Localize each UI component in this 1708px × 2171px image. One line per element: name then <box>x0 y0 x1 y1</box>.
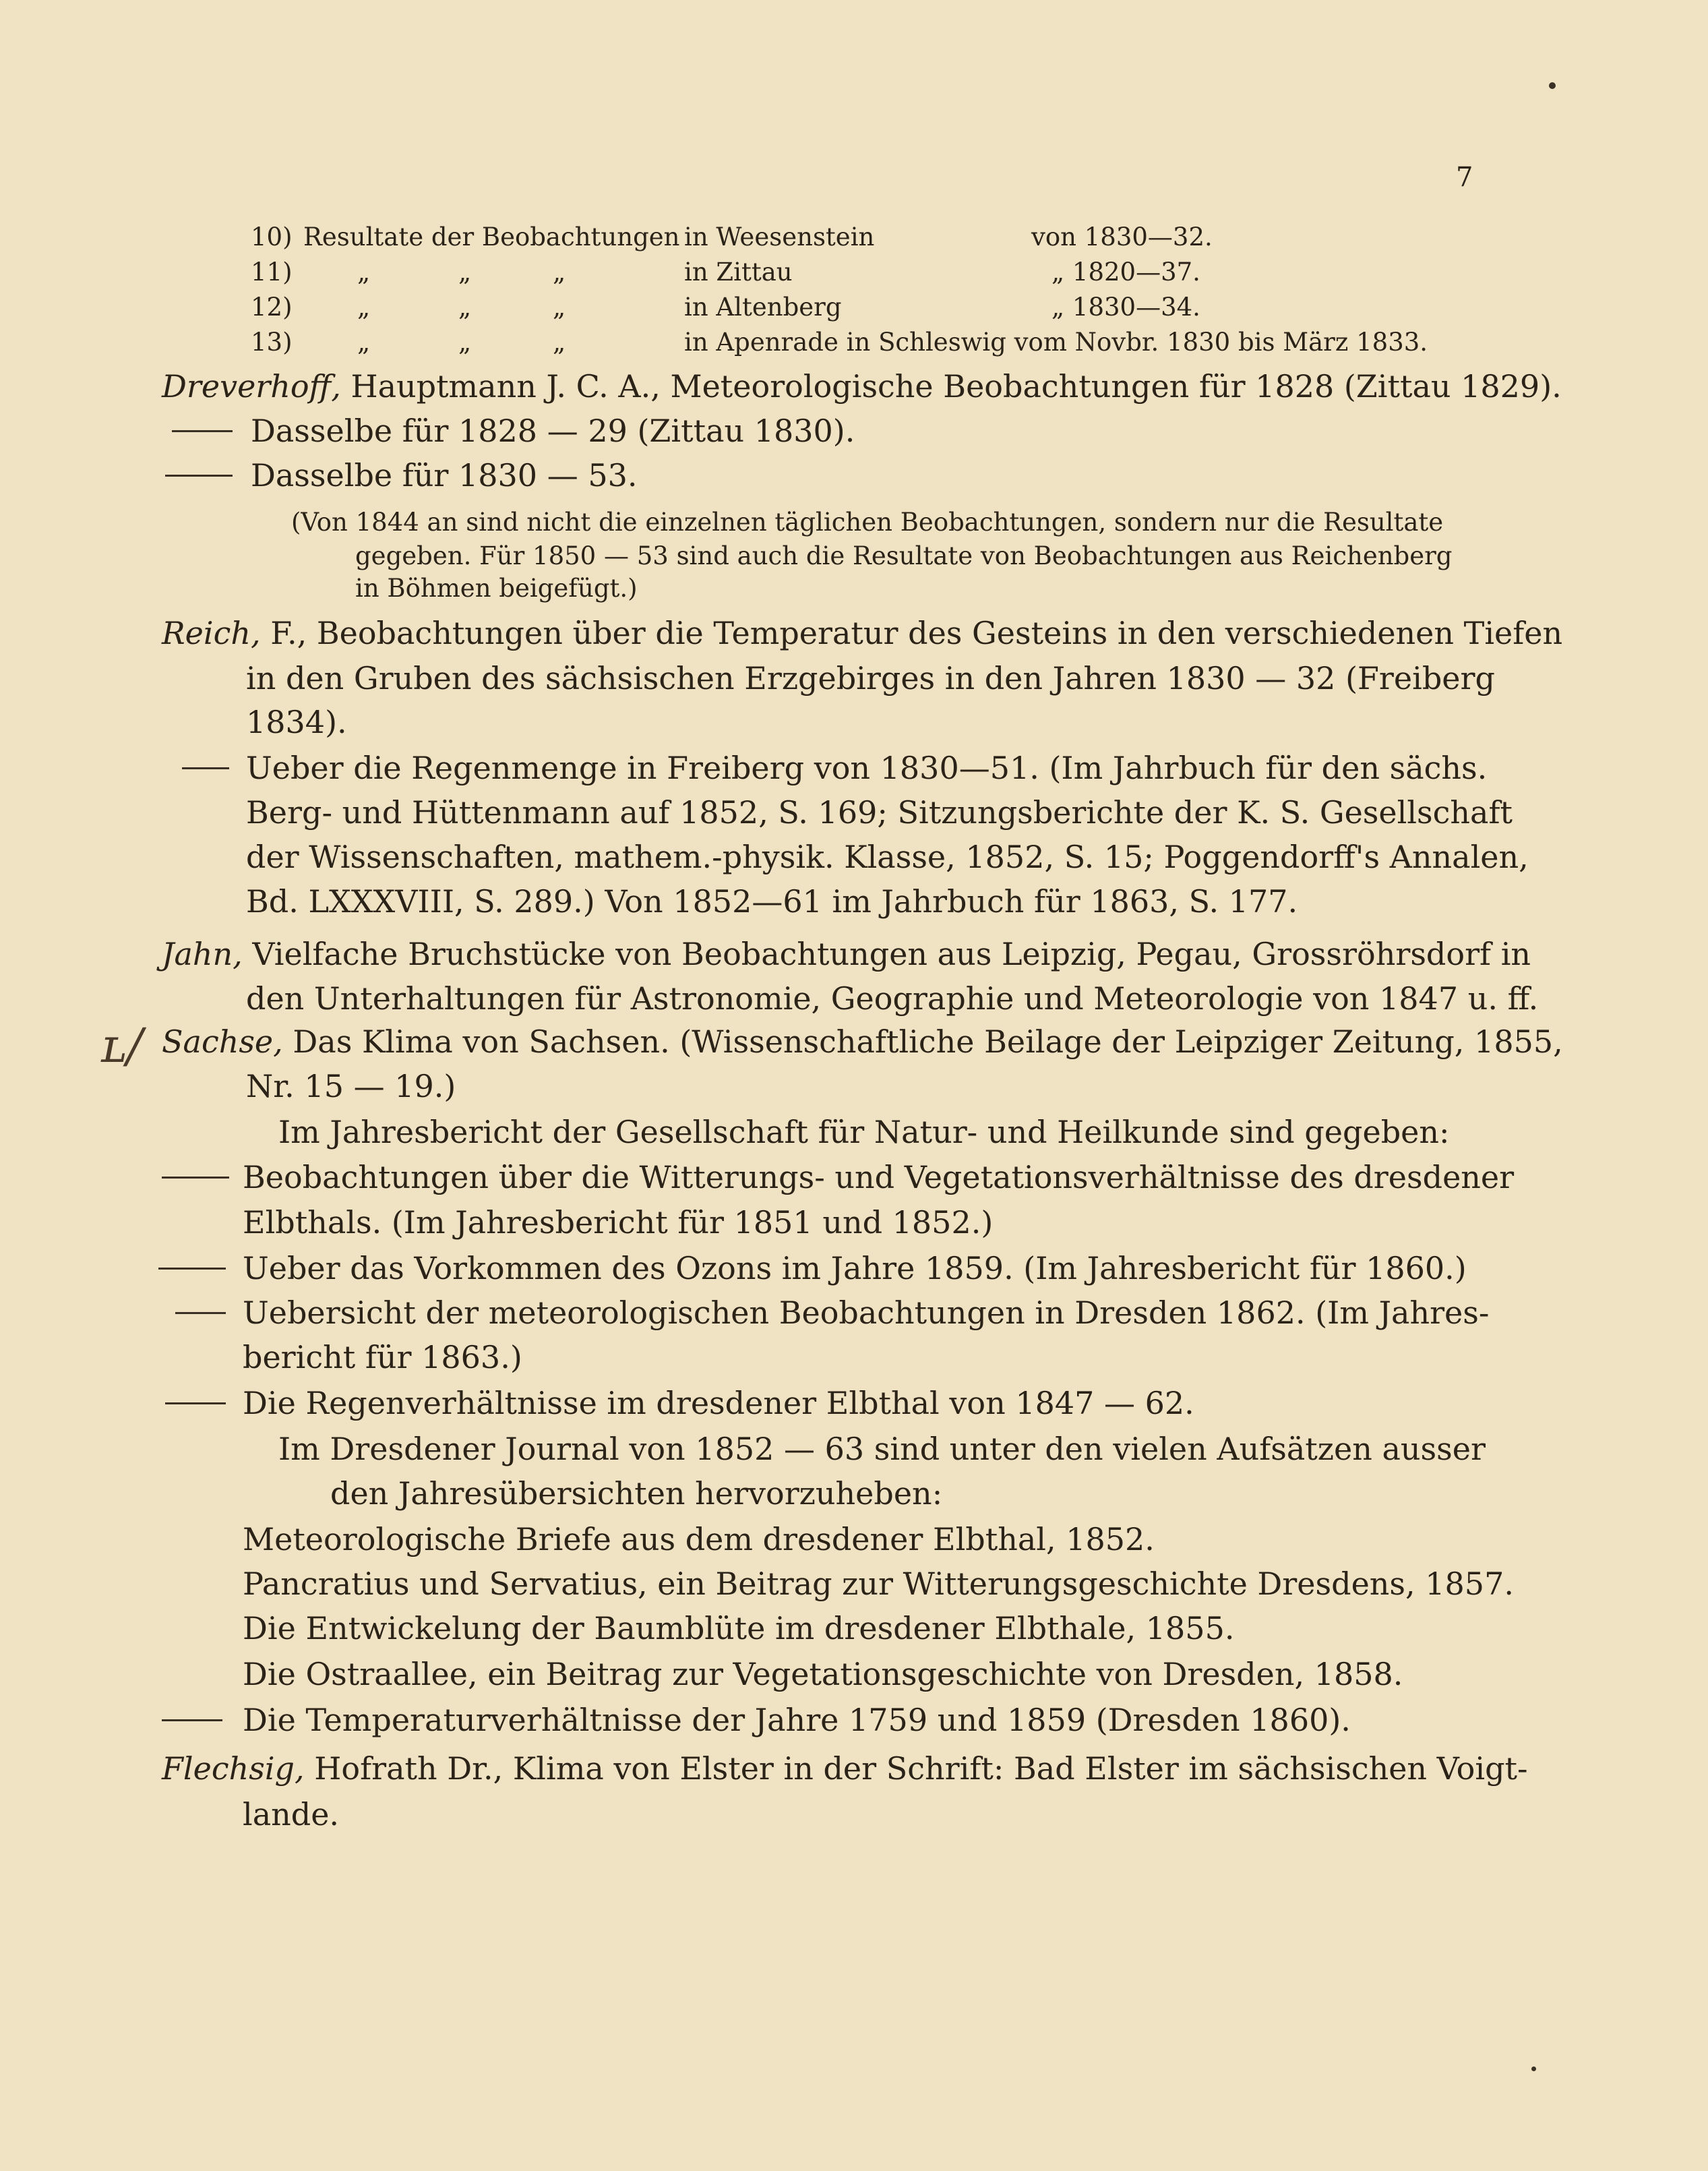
ditto-mark: „ <box>458 258 472 287</box>
entry-sachse-line: Die Entwickelung der Baumblüte im dresdener Elbthale, 1855. <box>243 1610 1235 1646</box>
entry-sachse-line: Die Ostraallee, ein Beitrag zur Vegetationsgeschichte von Dresden, 1858. <box>243 1656 1403 1692</box>
author-name: Sachse, <box>162 1023 283 1060</box>
ditto-dash <box>182 767 229 769</box>
paper-speck <box>1549 82 1556 89</box>
entry-flechsig-line: Flechsig, Hofrath Dr., Klima von Elster in der Schrift: Bad Elster im sächsischen Voigt- <box>162 1750 1528 1787</box>
entry-sachse-line: Nr. 15 — 19.) <box>246 1068 456 1104</box>
entry-jahn-line: Jahn, Vielfache Bruchstücke von Beobachtungen aus Leipzig, Pegau, Grossröhrsdorf in <box>162 936 1531 972</box>
ditto-dash <box>162 1719 222 1721</box>
series-place: in Altenberg <box>684 293 842 322</box>
entry-sachse-line: Uebersicht der meteorologischen Beobachtungen in Dresden 1862. (Im Jahres- <box>243 1295 1490 1331</box>
ditto-mark: „ <box>357 258 371 287</box>
series-number: 13) <box>251 328 293 357</box>
entry-sachse-line: bericht für 1863.) <box>243 1339 522 1375</box>
note-line: gegeben. Für 1850 — 53 sind auch die Resultate von Beobachtungen aus Reichenberg <box>355 541 1453 570</box>
note-line: in Böhmen beigefügt.) <box>355 574 638 603</box>
entry-flechsig-line: lande. <box>243 1796 340 1833</box>
entry-sachse-line: Die Temperaturverhältnisse der Jahre 1759 und 1859 (Dresden 1860). <box>243 1702 1351 1738</box>
series-place: in Zittau <box>684 258 793 287</box>
series-place: in Weesenstein <box>684 222 875 251</box>
author-name: Dreverhoff, <box>162 368 341 405</box>
author-name: Reich, <box>162 615 261 651</box>
entry-reich-line: 1834). <box>246 704 347 740</box>
entry-dreverhoff-line: Dasselbe für 1830 — 53. <box>251 457 638 494</box>
entry-reich-line: Reich, F., Beobachtungen über die Temperatur des Gesteins in den verschiedenen Tiefen <box>162 615 1563 651</box>
ditto-mark: „ <box>553 258 566 287</box>
ditto-dash <box>165 1402 226 1404</box>
ditto-mark: „ <box>458 328 472 357</box>
entry-dreverhoff-line: Dasselbe für 1828 — 29 (Zittau 1830). <box>251 413 855 449</box>
ditto-mark: „ <box>553 293 566 322</box>
series-number: 12) <box>251 293 293 322</box>
entry-sachse-line: Pancratius und Servatius, ein Beitrag zur Witterungsgeschichte Dresdens, 1857. <box>243 1566 1514 1602</box>
ditto-dash <box>175 1312 226 1314</box>
entry-jahn-line: den Unterhaltungen für Astronomie, Geographie und Meteorologie von 1847 u. ff. <box>246 980 1539 1017</box>
ditto-dash <box>158 1268 226 1270</box>
author-name: Flechsig, <box>162 1750 305 1787</box>
entry-reich-line: der Wissenschaften, mathem.-physik. Klasse, 1852, S. 15; Poggendorff's Annalen, <box>246 839 1529 875</box>
entry-sachse-line: Ueber das Vorkommen des Ozons im Jahre 1859. (Im Jahresbericht für 1860.) <box>243 1250 1467 1286</box>
note-line: (Von 1844 an sind nicht die einzelnen täglichen Beobachtungen, sondern nur die Resultate <box>291 508 1444 537</box>
page-number: 7 <box>1456 162 1473 193</box>
handwritten-margin-mark: ʟ/ <box>101 1018 143 1073</box>
entry-sachse-line: Im Dresdener Journal von 1852 — 63 sind unter den vielen Aufsätzen ausser <box>278 1431 1486 1467</box>
entry-reich-line: Ueber die Regenmenge in Freiberg von 1830—51. (Im Jahrbuch für den sächs. <box>246 750 1488 786</box>
ditto-dash <box>165 475 233 477</box>
series-period: „ 1820—37. <box>1051 258 1200 287</box>
paper-speck <box>1531 2066 1536 2071</box>
ditto-dash <box>162 1177 229 1179</box>
author-name: Jahn, <box>162 936 243 972</box>
entry-sachse-line: Beobachtungen über die Witterungs- und Vegetationsverhältnisse des dresdener <box>243 1159 1515 1195</box>
entry-sachse-line: Meteorologische Briefe aus dem dresdener Elbthal, 1852. <box>243 1521 1155 1557</box>
entry-dreverhoff-line: Dreverhoff, Hauptmann J. C. A., Meteorologische Beobachtungen für 1828 (Zittau 1829). <box>162 368 1562 405</box>
entry-reich-line: Bd. LXXXVIII, S. 289.) Von 1852—61 im Jahrbuch für 1863, S. 177. <box>246 883 1298 920</box>
ditto-mark: „ <box>458 293 472 322</box>
series-period: „ 1830—34. <box>1051 293 1200 322</box>
entry-sachse-line: Sachse, Das Klima von Sachsen. (Wissenschaftliche Beilage der Leipziger Zeitung, 1855, <box>162 1023 1563 1060</box>
series-number: 10) <box>251 222 293 251</box>
ditto-mark: „ <box>357 293 371 322</box>
ditto-mark: „ <box>553 328 566 357</box>
entry-reich-line: Berg- und Hüttenmann auf 1852, S. 169; Sitzungsberichte der K. S. Gesellschaft <box>246 794 1513 831</box>
ditto-mark: „ <box>357 328 371 357</box>
series-place: in Apenrade in Schleswig vom Novbr. 1830 bis März 1833. <box>684 328 1428 357</box>
entry-reich-line: in den Gruben des sächsischen Erzgebirges in den Jahren 1830 — 32 (Freiberg <box>246 660 1495 696</box>
series-number: 11) <box>251 258 293 287</box>
series-title: Resultate der Beobachtungen <box>303 222 680 251</box>
entry-sachse-line: Im Jahresbericht der Gesellschaft für Natur- und Heilkunde sind gegeben: <box>278 1114 1450 1150</box>
entry-sachse-line: den Jahresübersichten hervorzuheben: <box>330 1475 943 1512</box>
series-period: von 1830—32. <box>1031 222 1213 251</box>
ditto-dash <box>172 430 233 432</box>
entry-sachse-line: Elbthals. (Im Jahresbericht für 1851 und 1852.) <box>243 1204 994 1241</box>
entry-sachse-line: Die Regenverhältnisse im dresdener Elbthal von 1847 — 62. <box>243 1385 1194 1421</box>
